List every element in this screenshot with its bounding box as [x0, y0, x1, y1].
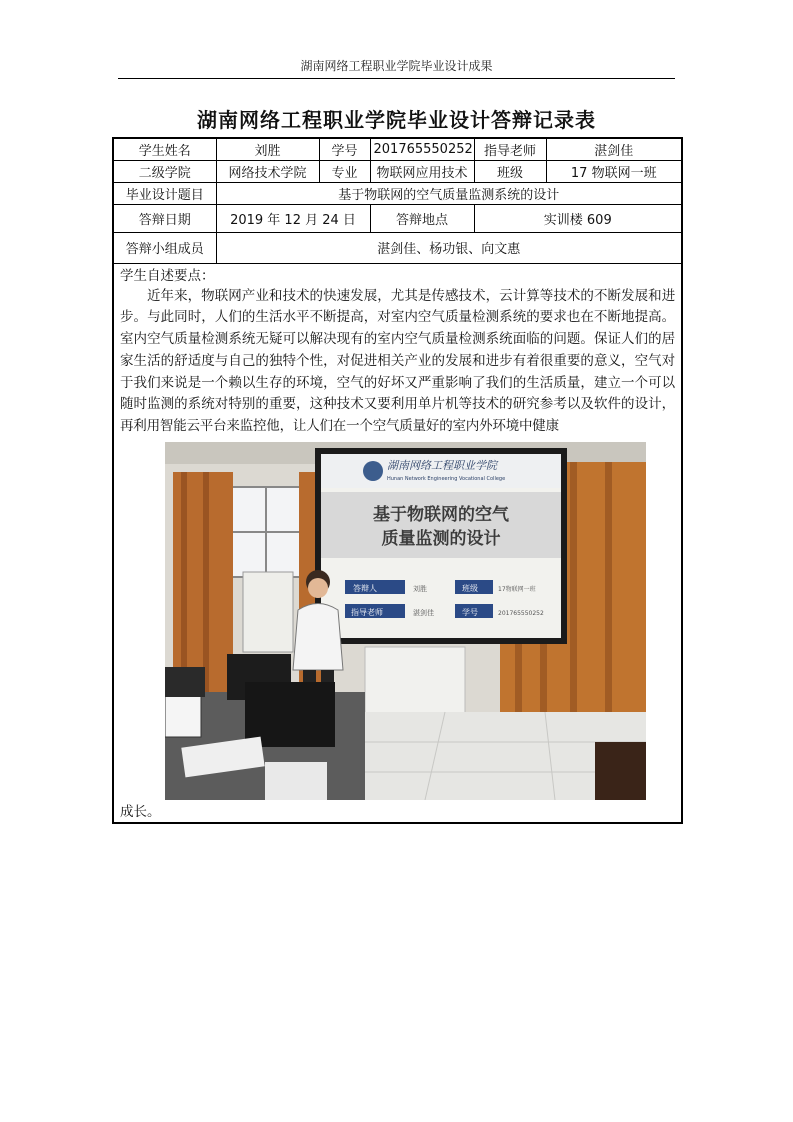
table-row	[113, 138, 682, 160]
college-value: 网络技术学院	[216, 160, 319, 182]
location-label: 答辩地点	[370, 204, 474, 232]
location-value: 实训楼 609	[474, 204, 682, 232]
statement-heading: 学生自述要点：	[120, 267, 215, 284]
slide-row1-label: 答辩人	[353, 584, 377, 594]
table-row	[113, 232, 682, 263]
slide-row2-value2: 201765550252	[498, 610, 544, 618]
topic-value: 基于物联网的空气质量监测系统的设计	[216, 182, 682, 204]
student-statement-cell	[113, 263, 682, 823]
student-id-label: 学号	[319, 138, 370, 160]
student-id-value: 201765550252	[370, 138, 474, 160]
advisor-label: 指导老师	[474, 138, 546, 160]
defense-photo	[165, 442, 646, 800]
slide-row1-value: 刘胜	[413, 585, 427, 594]
slide-title-line2: 质量监测的设计	[381, 529, 501, 550]
date-label: 答辩日期	[113, 204, 216, 232]
date-value: 2019 年 12 月 24 日	[216, 204, 370, 232]
table-row	[113, 204, 682, 232]
major-value: 物联网应用技术	[370, 160, 474, 182]
major-label: 专业	[319, 160, 370, 182]
slide-row1-value2: 17物联网一班	[498, 586, 536, 594]
statement-ending: 成长。	[120, 804, 161, 821]
slide-title-line1: 基于物联网的空气	[373, 505, 509, 526]
slide-school-name: 湖南网络工程职业学院	[387, 459, 497, 473]
table-row	[113, 182, 682, 204]
defense-photo-illustration	[165, 442, 646, 800]
student-name-value: 刘胜	[216, 138, 319, 160]
document-title: 湖南网络工程职业学院毕业设计答辩记录表	[197, 108, 596, 132]
panel-label: 答辩小组成员	[113, 232, 216, 263]
statement-body: 近年来，物联网产业和技术的快速发展，尤其是传感技术，云计算等技术的不断发展和进步。与此同时，人们的生活水平不断提高，对室内空气质量检测系统的要求也在不断地提高。室内空气质量检测系统无疑可以解决现有的室内空气质量检测系统面临的问题。保证人们的居家生活的舒适度与自己的独特个性，对促进相关产业的发展和进步有着很重要的意义，空气对于我们来说是一个赖以生存的环境，空气的好坏又严重影响了我们的生活质量，建立一个可以随时监测的系统对特别的重要，这种技术又要利用单片机等技术的研究参考以及软件的设计，再利用智能云平台来监控他，让人们在一个空气质量好的室内外环境中健康	[120, 287, 675, 435]
slide-row2-value: 湛剑佳	[413, 609, 434, 618]
slide-row2-label: 指导老师	[351, 608, 383, 618]
college-label: 二级学院	[113, 160, 216, 182]
topic-label: 毕业设计题目	[113, 182, 216, 204]
defense-record-table	[112, 137, 683, 824]
advisor-value: 湛剑佳	[546, 138, 682, 160]
class-value: 17 物联网一班	[546, 160, 682, 182]
table-row	[113, 263, 682, 823]
slide-row2-label2: 学号	[462, 608, 478, 618]
class-label: 班级	[474, 160, 546, 182]
table-row	[113, 160, 682, 182]
running-header: 湖南网络工程职业学院毕业设计成果	[118, 57, 675, 79]
slide-row1-label2: 班级	[462, 584, 478, 594]
panel-value: 湛剑佳、杨功银、向文惠	[216, 232, 682, 263]
student-name-label: 学生姓名	[113, 138, 216, 160]
slide-school-english: Hunan Network Engineering Vocational College	[387, 476, 506, 483]
